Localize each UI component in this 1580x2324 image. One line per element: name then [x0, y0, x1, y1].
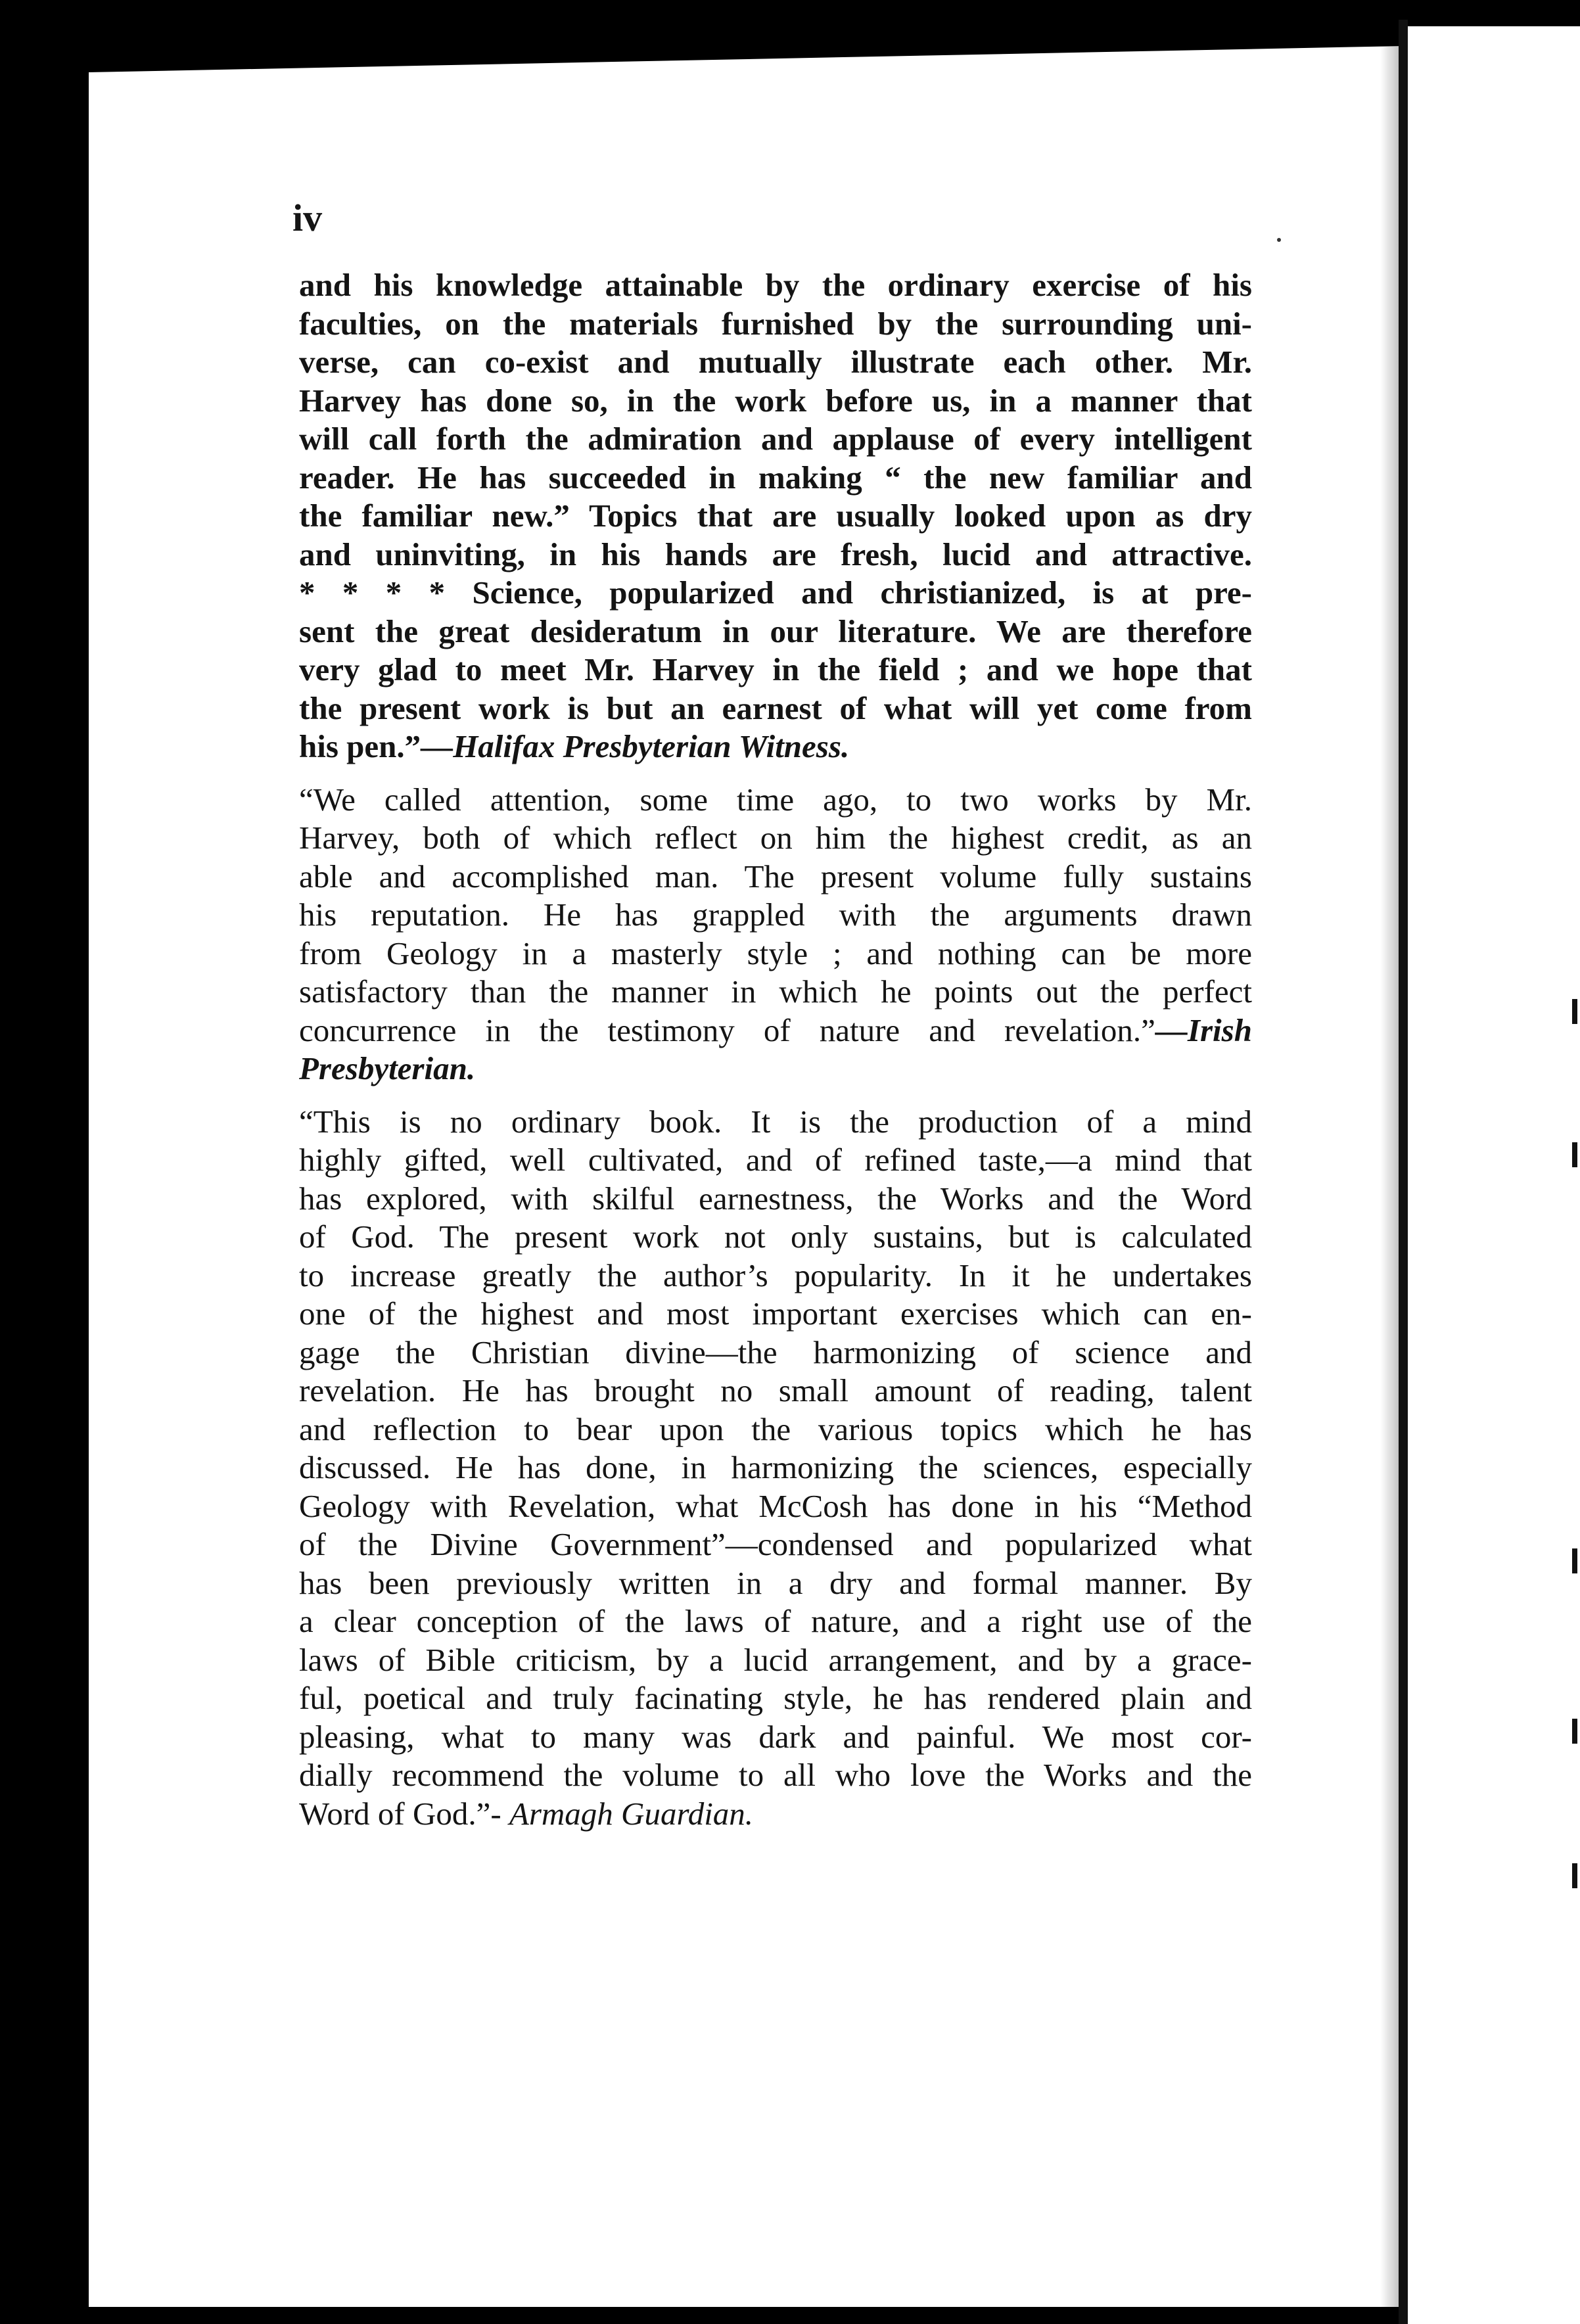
page-body	[299, 266, 1252, 1833]
text-line: dially recommend the volume to all who love the Works and the	[299, 1757, 1252, 1793]
attribution-armagh: Armagh Guardian.	[509, 1795, 754, 1832]
right-page-edge	[1400, 26, 1580, 2324]
text-line-final	[299, 728, 1252, 766]
attribution-irish-part1: —Irish	[1155, 1011, 1252, 1048]
facing-page-text-fragment	[1572, 1142, 1577, 1167]
paragraph-gap	[299, 1088, 1252, 1103]
text-line: to increase greatly the author’s popularity. In it he undertakes	[299, 1257, 1252, 1293]
review-irish-presbyterian	[299, 781, 1252, 1088]
closing-quote-text: Word of God.”-	[299, 1795, 501, 1832]
attribution-irish-part2: Presbyterian.	[299, 1050, 476, 1086]
text-line: highly gifted, well cultivated, and of refined taste,—a mind that	[299, 1142, 1252, 1178]
facing-page-text-fragment	[1572, 999, 1577, 1024]
text-line: gage the Christian divine—the harmonizing of science and	[299, 1334, 1252, 1370]
text-line: from Geology in a masterly style ; and nothing can be more	[299, 935, 1252, 971]
text-line: “We called attention, some time ago, to two works by Mr.	[299, 781, 1252, 818]
text-line: satisfactory than the manner in which he points out the perfect	[299, 973, 1252, 1010]
text-line: a clear conception of the laws of nature, and a right use of the	[299, 1603, 1252, 1639]
concurrence-text: concurrence in the testimony of nature and revelation.”	[299, 1011, 1155, 1048]
review-armagh-guardian	[299, 1103, 1252, 1834]
closing-quote-text: his pen.”	[299, 728, 421, 764]
text-line: faculties, on the materials furnished by the surrounding uni-	[299, 305, 1252, 342]
text-line: and reflection to bear upon the various topics which he has	[299, 1410, 1252, 1447]
text-line: sent the great desideratum in our literature. We are therefore	[299, 613, 1252, 649]
facing-page-text-fragment	[1572, 1719, 1577, 1744]
text-line: laws of Bible criticism, by a lucid arrangement, and by a grace-	[299, 1641, 1252, 1678]
text-line: reader. He has succeeded in making “ the new familiar and	[299, 459, 1252, 496]
gutter-shadow	[1380, 39, 1400, 2307]
text-line: Harvey has done so, in the work before us, in a manner that	[299, 382, 1252, 419]
text-line: revelation. He has brought no small amount of reading, talent	[299, 1372, 1252, 1408]
text-line	[299, 1011, 1252, 1050]
text-line: and his knowledge attainable by the ordinary exercise of his	[299, 267, 1252, 303]
text-line: will call forth the admiration and applause of every intelligent	[299, 421, 1252, 457]
text-line: has been previously written in a dry and formal manner. By	[299, 1564, 1252, 1601]
text-line: has explored, with skilful earnestness, the Works and the Word	[299, 1180, 1252, 1217]
text-line: “This is no ordinary book. It is the production of a mind	[299, 1103, 1252, 1140]
text-line: verse, can co-exist and mutually illustrate each other. Mr.	[299, 344, 1252, 380]
book-gutter	[1399, 20, 1408, 2324]
page-number: iv	[292, 197, 323, 239]
text-line: ful, poetical and truly facinating style, he has rendered plain and	[299, 1680, 1252, 1716]
text-line: one of the highest and most important exercises which can en-	[299, 1295, 1252, 1332]
text-line: able and accomplished man. The present volume fully sustains	[299, 858, 1252, 895]
review-halifax-presbyterian-witness	[299, 266, 1252, 766]
attribution-halifax: —Halifax Presbyterian Witness.	[421, 728, 850, 764]
text-line: his reputation. He has grappled with the arguments drawn	[299, 896, 1252, 933]
facing-page-text-fragment	[1572, 1863, 1577, 1888]
text-line: Geology with Revelation, what McCosh has done in his “Method	[299, 1487, 1252, 1524]
text-line: * * * * Science, popularized and christianized, is at pre-	[299, 574, 1252, 611]
text-line-final	[299, 1795, 1252, 1834]
text-line: of God. The present work not only sustains, but is calculated	[299, 1219, 1252, 1255]
facing-page-text-fragment	[1572, 1548, 1577, 1573]
text-line: the present work is but an earnest of what will yet come from	[299, 689, 1252, 726]
text-line: pleasing, what to many was dark and painful. We most cor-	[299, 1718, 1252, 1755]
text-line: the familiar new.” Topics that are usually looked upon as dry	[299, 498, 1252, 534]
text-line: of the Divine Government”—condensed and popularized what	[299, 1526, 1252, 1562]
text-line: and uninviting, in his hands are fresh, lucid and attractive.	[299, 536, 1252, 572]
paragraph-gap	[299, 766, 1252, 781]
text-line: very glad to meet Mr. Harvey in the field ; and we hope that	[299, 651, 1252, 687]
text-line: discussed. He has done, in harmonizing the sciences, especially	[299, 1449, 1252, 1485]
text-line: Harvey, both of which reflect on him the highest credit, as an	[299, 820, 1252, 856]
speck-mark	[1277, 238, 1281, 242]
